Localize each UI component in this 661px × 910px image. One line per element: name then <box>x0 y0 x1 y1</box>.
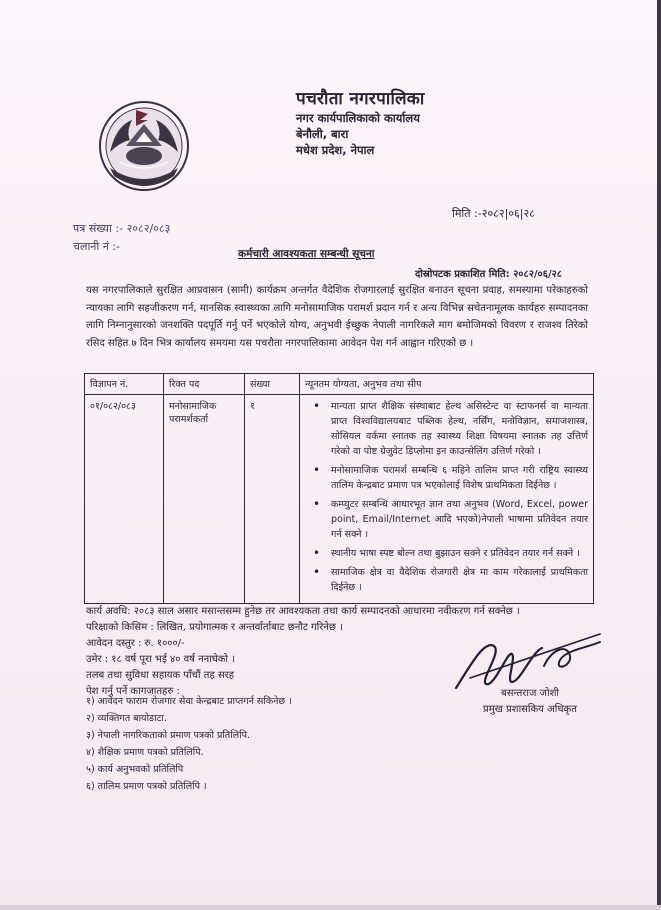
signatory-title: प्रमुख प्रशासकिय अधिकृत <box>483 704 577 715</box>
term-exam: परिक्षाको किसिम : लिखित, प्रयोगात्मक र अन्तर्वार्ताबाट छनौट गरिनेछ । <box>86 622 343 633</box>
notice-subject: कर्मचारी आवश्यकता सम्बन्धी सूचना <box>238 248 375 260</box>
vacancy-table <box>84 373 594 604</box>
list-item: ६) तालिम प्रमाण पत्रको प्रतिलिपि । <box>86 781 207 792</box>
table-row <box>85 395 594 604</box>
term-duration: कार्य अवधि: २०८३ साल असार मसान्तसम्म हुनेछ तर आवश्यकता तथा कार्य सम्पादनको आधारमा नवीकरण गर्न सक्नेछ । <box>86 606 520 617</box>
header-count: संख्या <box>245 374 300 395</box>
term-fee: आवेदन दस्तुर : रु. १०००/- <box>86 638 185 649</box>
list-item: • मान्यता प्राप्त शैक्षिक संस्थाबाट हेल्थ असिस्टेन्ट वा स्टाफनर्स वा मान्यता प्राप्त विश्वविद्यालयबाट पब्लिक हेल्थ, नर्सिंग, मनोविज्ञान, समाजशास्त्र, सोसियल वर्कमा स्नातक तह स्वास्थ्य शिक्षा विषयमा स्नातक तह उत्तिर्ण गरेको वा पोष्ट ग्रेजुवेट डिप्लोमा इन काउन्सेलिंग उत्तिर्ण गरेको । <box>305 399 588 459</box>
qualification-list <box>305 399 588 595</box>
term-salary: तलब तथा सुविधा सहायक पाँचौं तह सरह <box>86 670 235 681</box>
cell-ad-no: ०१/०८२/०८३ <box>85 395 164 604</box>
letter-date: मिति :-२०८२|०६|२८ <box>452 207 535 220</box>
org-name: पचरौता नगरपालिका <box>296 89 425 109</box>
org-header <box>296 86 546 159</box>
cell-post: मनोसामाजिक परामर्शकर्ता <box>164 395 245 604</box>
cell-count: १ <box>245 395 300 604</box>
docs-title: पेश गर्नु पर्ने कागजातहरु : <box>86 686 180 697</box>
org-office: नगर कार्यपालिकाको कार्यालय <box>296 111 420 125</box>
signatory-name: बसन्तराज जोशी <box>501 688 559 699</box>
published-date: दोस्रोपटक प्रकाशित मिति: २०८२/०६/२८ <box>415 269 563 280</box>
org-province: मधेश प्रदेश, नेपाल <box>296 143 375 157</box>
term-age: उमेर : १८ वर्ष पूरा भई ४० वर्ष ननाघेको । <box>86 654 235 665</box>
list-item: • स्थानीय भाषा स्पष्ट बोल्न तथा बुझाउन सक्ने र प्रतिवेदन तयार गर्न सक्ने । <box>305 546 588 561</box>
list-item: • कम्प्युटर सम्बन्धि आधारभूत ज्ञान तथा अनुभव (Word, Excel, power point, Email/Internet आदि भएको)नेपाली भाषामा प्रतिवेदन तयार गर्न सक्ने । <box>305 497 588 542</box>
documents-list <box>86 693 292 795</box>
nepal-emblem-icon <box>96 96 192 192</box>
list-item: • सामाजिक क्षेत्र वा वैदेशिक रोजगारी क्षेत्र मा काम गरेकालाई प्राथमिकता दिईनेछ । <box>305 565 588 595</box>
scan-edge-bottom <box>0 905 661 910</box>
table-header-row <box>85 374 594 395</box>
list-item: २) व्यक्तिगत बायोडाटा. <box>86 713 167 724</box>
list-item: • मनोसामाजिक परामर्श सम्बन्धि ६ महिने तालिम प्राप्त गरी राष्ट्रिय स्वास्थ्य तालिम केन्द्रबाट प्रमाण पत्र भएकोलाई विशेष प्राथमिकता दिईनेछ । <box>305 463 588 493</box>
cell-qualifications <box>300 395 594 604</box>
list-item: ४) शैक्षिक प्रमाण पत्रको प्रतिलिपि. <box>86 747 204 758</box>
reference-number: पत्र संख्या :- २०८२/०८३ <box>73 222 171 235</box>
header-qualifications: न्यूनतम योग्यता, अनुभव तथा सीप <box>300 374 594 395</box>
signatory-block <box>470 686 590 718</box>
header-post: रिक्त पद <box>164 374 245 395</box>
dispatch-number: चलानी नं :- <box>73 240 121 253</box>
notice-intro: यस नगरपालिकाले सुरक्षित आप्रवासन (सामी) कार्यक्रम अन्तर्गत वैदेशिक रोजगारलाई सुरक्षित बनाउन सूचना प्रवाह, समस्यामा परेकाहरुको न्यायका लागि सहजीकरण गर्न, मानसिक स्वास्थ्यका लागि मनोसामाजिक परामर्श प्रदान गर्न र अन्य विभिन्न सचेतनामूलक कार्यहरु सम्पादनका लागि निम्नानुसारको जनशक्ति पदपूर्ति गर्नु पर्ने भएकोले योग्य, अनुभवी ईच्छुक नेपाली नागरिकले माग बमोजिमको विवरण र राजश्व तिरेको रसिद सहित ७ दिन भित्र कार्यालय समयमा यस पचरौता नगरपालिकामा आवेदन पेश गर्न आह्वान गरिएको छ । <box>86 285 588 349</box>
scan-edge-right <box>657 0 661 910</box>
list-item: ३) नेपाली नागरिकताको प्रमाण पत्रको प्रतिलिपि. <box>86 730 251 741</box>
header-ad-no: विज्ञापन नं. <box>85 374 164 395</box>
org-address: बेनौली, बारा <box>296 127 349 141</box>
list-item: ५) कार्य अनुभवको प्रतिलिपि <box>86 764 184 775</box>
list-item: १) आवेदन फाराम रोजगार सेवा केन्द्रबाट प्राप्तगर्न सकिनेछ । <box>86 696 292 707</box>
